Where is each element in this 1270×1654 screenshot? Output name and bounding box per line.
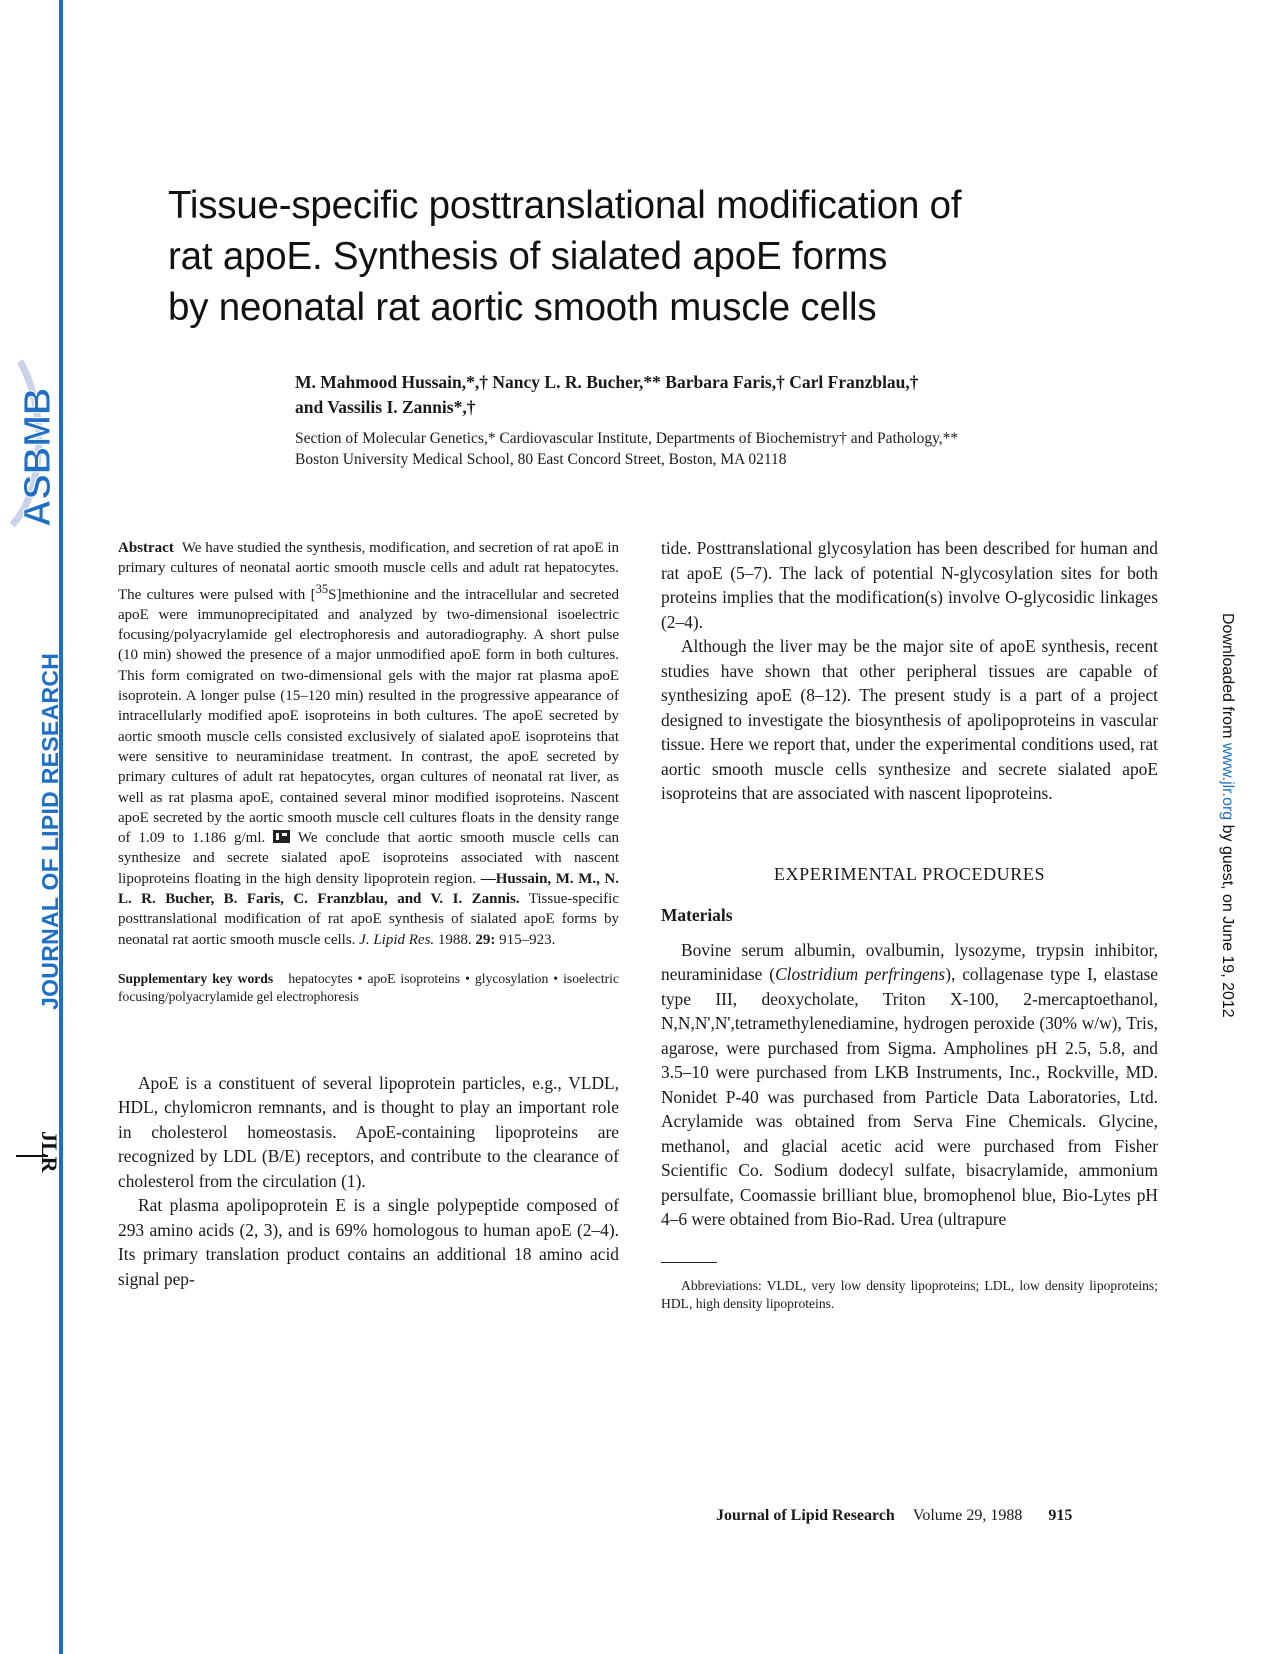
keywords-label: Supplementary key words [118, 970, 274, 986]
affiliation-line: Boston University Medical School, 80 East Concord Street, Boston, MA 02118 [295, 451, 787, 468]
citation-authors: —Hussain, M. M., N. L. R. Bucher, B. Faris, C. Franzblau, and V. I. Zannis. [118, 870, 620, 908]
asbmb-logo [2, 355, 60, 535]
paragraph [661, 938, 1158, 1232]
keywords-text: hepatocytes • apoE isoproteins • glycosylation • isoelectric focusing/polyacrylamide gel electrophoresis [118, 970, 619, 1005]
keywords [118, 970, 619, 1007]
subsection-heading: Materials [661, 904, 733, 925]
introduction-continued [661, 536, 1158, 806]
paragraph: ApoE is a constituent of several lipoprotein particles, e.g., VLDL, HDL, chylomicron remnants, and is thought to play an important role in cholesterol homeostasis. ApoE-containing lipoproteins are recognized by LDL (B/E) receptors, and contribute to the clearance of cholesterol from the circulation (1). [118, 1072, 619, 1191]
abstract-text: We have studied the synthesis, modification, and secretion of rat apoE in primary cultures of neonatal aortic smooth muscle cells and adult rat hepatocytes. The cultures were pulsed with [ [118, 540, 619, 603]
footer-volume: Volume 29, 1988 [912, 1507, 1023, 1524]
isotope-superscript: 35 [315, 581, 329, 596]
paragraph: Although the liver may be the major site of apoE synthesis, recent studies have shown that other peripheral tissues are capable of synthesizing apoE (8–12). The present study is a part of a project designed to investigate the biosynthesis of apolipoproteins in vascular tissue. Here we report that, under the experimental conditions used, rat aortic smooth muscle cells synthesize and secrete sialated apoE isoproteins that are associated with nascent lipoproteins. [661, 636, 1158, 803]
citation-title: Tissue-specific posttranslational modification of rat apoE synthesis of sialated apoE forms by neonatal rat aortic smooth muscle cells. [118, 891, 620, 948]
abstract-text: S]methionine and the intracellular and secreted apoE were immunoprecipitated and analyzed by two-dimensional isoelectric focusing/polyacrylamide gel electrophoresis and autoradiography. A short pulse (10 min) showed the presence of a major unmodified apoE form in both cultures. This form comigrated on two-dimensional gels with the major rat plasma apoE isoprotein. A longer pulse (15–120 min) resulted in the progressive appearance of intracellularly modified apoE isoproteins in both cultures. The apoE secreted by aortic smooth muscle cells consisted exclusively of sialated apoE isoproteins that were sensitive to neuraminidase treatment. In contrast, the apoE secreted by primary cultures of adult rat hepatocytes, organ cultures of neonatal rat liver, as well as rat plasma apoE, contained several minor modified isoproteins. Nascent apoE secreted by the aortic smooth muscle cell cultures floats in the density range of 1.09 to 1.186 g/ml. [118, 586, 619, 847]
download-note [1218, 613, 1236, 1018]
paragraph: tide. Posttranslational glycosylation has been described for human and rat apoE (5–7). The lack of potential N-glycosylation sites for both proteins implies that the modification(s) involve O-glycosidic linkages (2–4). [661, 538, 1158, 632]
left-column [118, 538, 619, 1291]
footer-journal: Journal of Lipid Research [716, 1507, 895, 1524]
page-footer [716, 1507, 1072, 1525]
abstract [118, 538, 619, 950]
download-suffix: by guest, on June 19, 2012 [1219, 820, 1236, 1018]
affiliation [295, 428, 1155, 470]
materials-text: Bovine serum albumin, ovalbumin, lysozyme, trypsin inhibitor, neuraminidase ( [661, 939, 1158, 984]
footnote-rule [661, 1262, 717, 1263]
abstract-text: We conclude that aortic smooth muscle cells can synthesize and secrete sialated apoE isoproteins associated with nascent lipoproteins floating in the high density lipoprotein region. [118, 830, 620, 887]
jlr-logo [14, 1130, 62, 1173]
page-number: 915 [1048, 1507, 1073, 1524]
author-line: M. Mahmood Hussain,*,† Nancy L. R. Bucher,** Barbara Faris,† Carl Franzblau,† [295, 372, 919, 392]
supplementary-material-icon[interactable] [273, 830, 290, 843]
paragraph: Rat plasma apolipoprotein E is a single polypeptide composed of 293 amino acids (2, 3), and is 69% homologous to human apoE (2–4). Its primary translation product contains an additional 18 amino acid signal pep- [118, 1195, 619, 1289]
author-line: and Vassilis I. Zannis*,† [295, 397, 476, 417]
title-line: Tissue-specific posttranslational modification of [168, 184, 962, 227]
download-prefix: Downloaded from [1219, 613, 1236, 743]
journal-name-vertical: JOURNAL OF LIPID RESEARCH [37, 652, 63, 1010]
organism-name: Clostridium perfringens [775, 964, 946, 984]
footnote: Abbreviations: VLDL, very low density lipoproteins; LDL, low density lipoproteins; HDL, high density lipoproteins. [661, 1277, 1158, 1311]
introduction [118, 1071, 619, 1292]
right-column [661, 536, 1158, 1314]
asbmb-logo-text: ASBMB [17, 387, 59, 527]
title-line: rat apoE. Synthesis of sialated apoE forms [168, 235, 888, 278]
citation-year: 1988. [434, 931, 476, 948]
section-heading: EXPERIMENTAL PROCEDURES [773, 863, 1046, 884]
citation-journal: J. Lipid Res. [359, 931, 435, 948]
title-line: by neonatal rat aortic smooth muscle cells [168, 286, 877, 329]
citation-pages: 915–923. [495, 931, 556, 948]
citation-volume: 29: [475, 931, 496, 948]
materials-text: ), collagenase type I, elastase type III, deoxycholate, Triton X-100, 2-mercaptoethanol, N,N,N',N',tetramethylenediamine, hydrogen peroxide (30% w/w), Tris, agarose, were purchased from Sigma. Ampholines pH 2.5, 5.8, and 3.5–10 were purchased from LKB Instruments, Inc., Rockville, MD. Nonidet P-40 was purchased from Particle Data Laboratories, Ltd. Acrylamide was obtained from Serva Fine Chemicals. Glycine, methanol, and glacial acetic acid were purchased from Fisher Scientific Co. Sodium dodecyl sulfate, bisacrylamide, ammonium persulfate, Coomassie brilliant blue, bromophenol blue, Bio-Lytes pH 4–6 were obtained from Bio-Rad. Urea (ultrapure [661, 964, 1159, 1229]
materials-section [661, 938, 1158, 1232]
author-list [295, 370, 1115, 420]
article-title [168, 180, 1108, 333]
jlr-logo-text: JLR [37, 1131, 62, 1173]
abstract-label: Abstract [118, 540, 174, 556]
affiliation-line: Section of Molecular Genetics,* Cardiovascular Institute, Departments of Biochemistry† and Pathology,** [295, 430, 959, 447]
download-link[interactable]: www.jlr.org [1219, 742, 1236, 821]
